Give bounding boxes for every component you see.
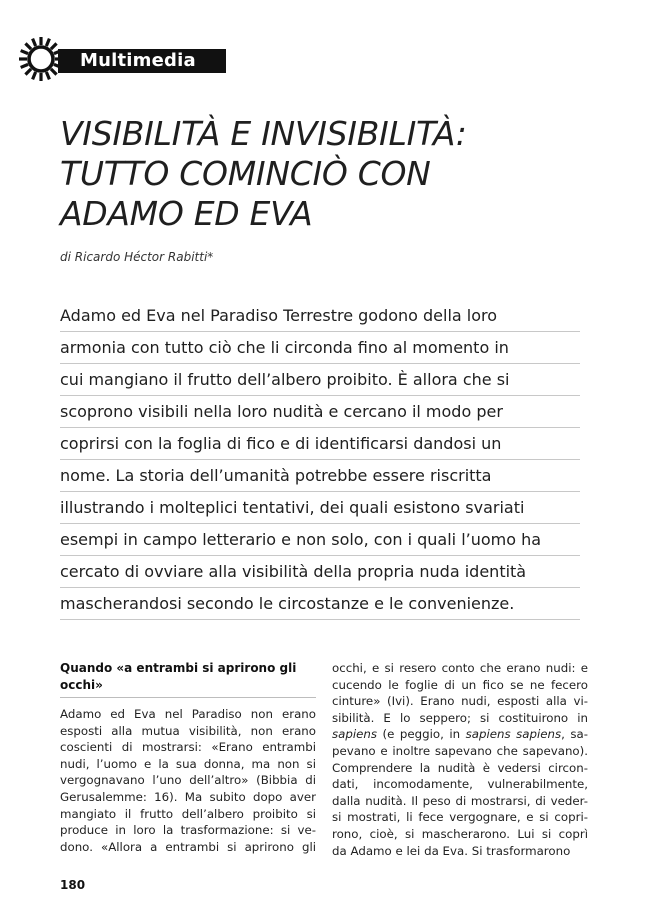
sun-ray	[25, 69, 31, 75]
body-text-line: da Adamo e lei da Eva. Si trasformarono	[332, 843, 571, 858]
body-text-line: dono. «Allora a entrambi si aprirono gli	[60, 839, 316, 854]
abstract-line: illustrando i molteplici tentativi, dei quali esistono svariati	[60, 492, 580, 524]
title-line: ADAMO ED EVA	[60, 194, 313, 233]
author-byline: di Ricardo Héctor Rabitti*	[60, 250, 214, 264]
body-text-line: produce in loro la trasformazione: si ve-	[60, 823, 316, 838]
sun-ray	[33, 72, 36, 79]
title-line: TUTTO COMINCIÒ CON	[60, 154, 431, 193]
body-text-line: esposti alla mutua visibilità, non erano	[60, 723, 316, 738]
body-text-line: sapiens (e peggio, in sapiens sapiens, sa-	[332, 727, 588, 742]
sun-ray	[51, 43, 57, 49]
body-text-line: cinture» (Ivi). Erano nudi, esposti alla vi-	[332, 694, 588, 709]
subheading-line: Quando «a entrambi si aprirono gli	[60, 661, 297, 675]
abstract-line: esempi in campo letterario e non solo, con i quali l’uomo ha	[60, 524, 580, 556]
body-text-line: Comprendere la nudità è vedersi circon-	[332, 760, 588, 775]
sun-ray	[46, 39, 49, 46]
abstract	[60, 300, 580, 620]
body-text-line: vergognavano l’uno dell’altro» (Bibbia di	[60, 773, 316, 788]
body-text-line: Gerusalemme: 16). Ma subito dopo aver	[60, 789, 316, 804]
sun-ray	[21, 64, 28, 67]
sun-ray	[46, 72, 49, 79]
subheading-line: occhi»	[60, 677, 103, 692]
sun-ray	[25, 43, 31, 49]
section-label: Multimedia	[58, 49, 226, 73]
body-text-line: cucendo le foglie di un fico se ne fecero	[332, 677, 588, 692]
abstract-line: cercato di ovviare alla visibilità della propria nuda identità	[60, 556, 580, 588]
abstract-line: Adamo ed Eva nel Paradiso Terrestre godono della loro	[60, 300, 580, 332]
abstract-line: scoprono visibili nella loro nudità e cercano il modo per	[60, 396, 580, 428]
body-text-line: nudi, l’uomo e la sua donna, ma non si	[60, 756, 316, 771]
body-text-line: coscienti di mostrarsi: «Erano entrambi	[60, 740, 316, 755]
abstract-line: coprirsi con la foglia di fico e di identificarsi dandosi un	[60, 428, 580, 460]
body-text-line: pevano e inoltre sapevano che sapevano).	[332, 743, 588, 758]
abstract-line: nome. La storia dell’umanità potrebbe essere riscritta	[60, 460, 580, 492]
body-text-line: sibilità. E lo seppero; si costituirono in	[332, 710, 588, 725]
title-line: VISIBILITÀ E INVISIBILITÀ:	[60, 114, 467, 153]
body-text-line: rono, cioè, si mascherarono. Lui si coprì	[332, 826, 588, 841]
abstract-line: cui mangiano il frutto dell’albero proibito. È allora che si	[60, 364, 580, 396]
abstract-line: armonia con tutto ciò che li circonda fino al momento in	[60, 332, 580, 364]
body-text-line: dati, incomodamente, vulnerabilmente,	[332, 777, 588, 792]
body-text-line: Adamo ed Eva nel Paradiso non erano	[60, 707, 316, 721]
section-header	[18, 36, 230, 82]
sun-ray	[21, 51, 28, 54]
abstract-line: mascherandosi secondo le circostanze e le convenienze.	[60, 588, 580, 620]
body-column-right	[332, 660, 588, 859]
section-subheading	[60, 660, 316, 698]
article-title	[60, 114, 620, 234]
sun-ray	[51, 69, 57, 75]
body-text-line: si mostrati, li fece vergognare, e si copri-	[332, 810, 588, 825]
body-text-line: mangiato il frutto dell’albero proibito si	[60, 806, 316, 821]
body-text-line: occhi, e si resero conto che erano nudi: e	[332, 661, 588, 675]
page-number: 180	[60, 878, 86, 892]
body-column-left	[60, 660, 316, 855]
sun-ray	[33, 39, 36, 46]
body-text-line: dalla nudità. Il peso di mostrarsi, di veder-	[332, 793, 588, 808]
